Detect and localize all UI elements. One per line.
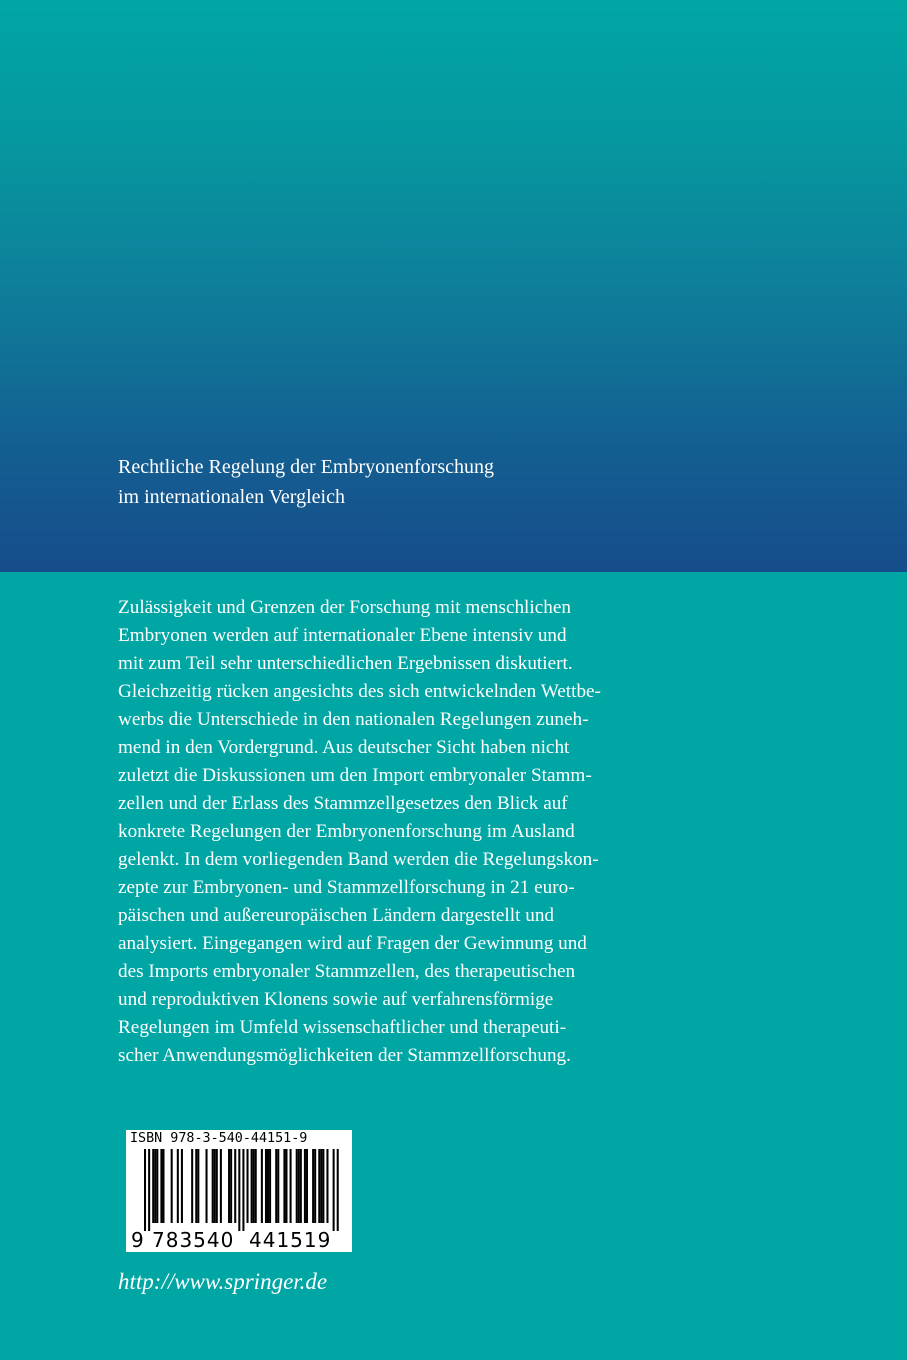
- blurb-line: zuletzt die Diskussionen um den Import embryonaler Stamm-: [118, 765, 592, 786]
- barcode-bar: [261, 1149, 263, 1223]
- barcode-bar: [326, 1149, 328, 1223]
- blurb-line: Gleichzeitig rücken angesichts des sich entwickelnden Wettbe-: [118, 681, 601, 702]
- barcode-bar: [160, 1149, 162, 1223]
- barcode-bar: [304, 1149, 306, 1223]
- barcode-bar: [242, 1149, 244, 1231]
- blurb-line: päischen und außereuropäischen Ländern dargestellt und: [118, 905, 555, 926]
- barcode-bar: [267, 1149, 269, 1223]
- blurb-line: werbs die Unterschiede in den nationalen Regelungen zuneh-: [118, 709, 589, 730]
- barcode-bar: [247, 1149, 249, 1223]
- blurb-line: zellen und der Erlass des Stammzellgesetzes den Blick auf: [118, 793, 568, 814]
- barcode-bar: [216, 1149, 218, 1223]
- barcode-bar: [312, 1149, 314, 1223]
- blurb-line: analysiert. Eingegangen wird auf Fragen der Gewinnung und: [118, 933, 587, 954]
- barcode-bar: [333, 1149, 335, 1231]
- barcode-bar: [171, 1149, 173, 1223]
- blurb-line: und reproduktiven Klonens sowie auf verfahrensförmige: [118, 989, 554, 1010]
- barcode-bar: [234, 1149, 236, 1223]
- barcode-bar: [220, 1149, 222, 1223]
- barcode-bar: [238, 1149, 240, 1231]
- ean-left-digits: 783540: [152, 1228, 235, 1252]
- barcode-bar: [314, 1149, 316, 1223]
- barcode-bar: [255, 1149, 257, 1223]
- barcode-bar: [191, 1149, 193, 1223]
- barcode-bar: [296, 1149, 298, 1223]
- barcode-bar: [162, 1149, 164, 1223]
- book-title: [118, 452, 718, 512]
- barcode-bar: [320, 1149, 322, 1223]
- blurb-line: des Imports embryonaler Stammzellen, des therapeutischen: [118, 961, 576, 982]
- barcode-bar: [318, 1149, 320, 1223]
- blurb-line: Regelungen im Umfeld wissenschaftlicher und therapeuti-: [118, 1017, 567, 1038]
- blurb-line: scher Anwendungsmöglichkeiten der Stammzellforschung.: [118, 1045, 571, 1066]
- barcode-bar: [251, 1149, 253, 1223]
- barcode-bar: [298, 1149, 300, 1223]
- blurb-line: Embryonen werden auf internationaler Ebene intensiv und: [118, 625, 567, 646]
- barcode-bar: [306, 1149, 308, 1223]
- barcode-bars: [126, 1149, 352, 1231]
- barcode-bar: [212, 1149, 214, 1223]
- barcode-bar: [230, 1149, 232, 1223]
- barcode-bar: [156, 1149, 158, 1223]
- barcode-bar: [152, 1149, 154, 1223]
- publisher-url: http://www.springer.de: [118, 1269, 328, 1294]
- barcode-bar: [337, 1149, 339, 1231]
- blurb-text: [118, 594, 678, 1070]
- barcode-bar: [290, 1149, 292, 1223]
- blurb-line: Zulässigkeit und Grenzen der Forschung mit menschlichen: [118, 597, 571, 618]
- barcode-bar: [265, 1149, 267, 1223]
- barcode-bar: [177, 1149, 179, 1223]
- isbn-text: ISBN 978-3-540-44151-9: [130, 1131, 308, 1146]
- barcode-bar: [206, 1149, 208, 1223]
- barcode-bar: [285, 1149, 287, 1223]
- barcode-bar: [228, 1149, 230, 1223]
- barcode-bar: [269, 1149, 271, 1223]
- ean-right-digits: 441519: [249, 1228, 332, 1252]
- ean-first-digit: 9: [131, 1228, 144, 1252]
- title-line: im internationalen Vergleich: [118, 486, 345, 508]
- isbn-barcode: [126, 1130, 352, 1252]
- barcode-bar: [300, 1149, 302, 1223]
- barcode-bar: [144, 1149, 146, 1231]
- title-line: Rechtliche Regelung der Embryonenforschung: [118, 456, 494, 478]
- blurb-line: zepte zur Embryonen- und Stammzellforschung in 21 euro-: [118, 877, 575, 898]
- barcode-bar: [214, 1149, 216, 1223]
- barcode-bar: [195, 1149, 197, 1223]
- blurb-line: mit zum Teil sehr unterschiedlichen Ergebnissen diskutiert.: [118, 653, 573, 674]
- barcode-bar: [253, 1149, 255, 1223]
- barcode-bar: [277, 1149, 279, 1223]
- barcode-bar: [181, 1149, 183, 1223]
- barcode-bar: [148, 1149, 150, 1231]
- blurb-line: gelenkt. In dem vorliegenden Band werden die Regelungskon-: [118, 849, 599, 870]
- barcode-bar: [197, 1149, 199, 1223]
- barcode-bar: [154, 1149, 156, 1223]
- barcode-bar: [283, 1149, 285, 1223]
- blurb-line: mend in den Vordergrund. Aus deutscher Sicht haben nicht: [118, 737, 570, 758]
- blurb-line: konkrete Regelungen der Embryonenforschung im Ausland: [118, 821, 575, 842]
- barcode-bar: [322, 1149, 324, 1223]
- barcode-bar: [275, 1149, 277, 1223]
